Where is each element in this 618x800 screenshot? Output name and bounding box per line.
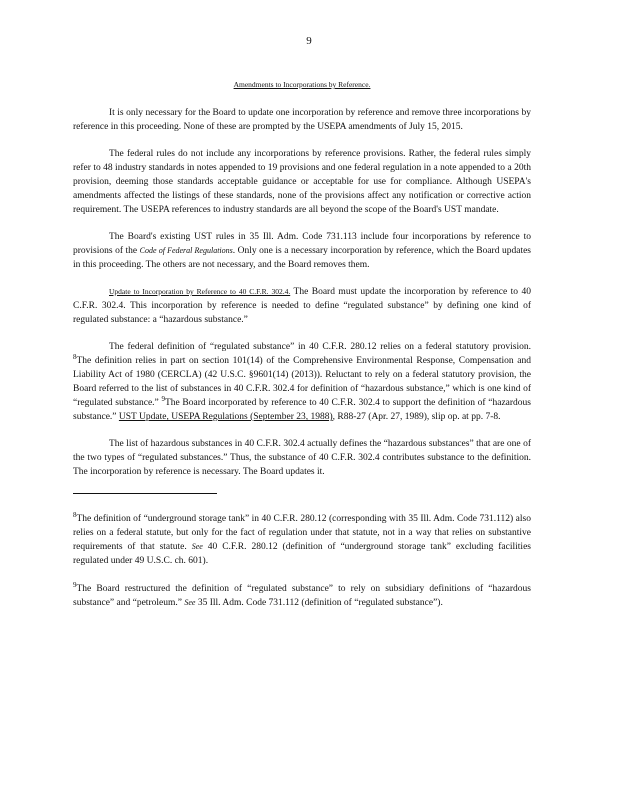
footnote-8-number: 8: [73, 510, 77, 519]
footnote-9-number: 9: [73, 580, 77, 589]
footnote-8-see: See: [191, 542, 203, 551]
cfr-title: Code of Federal Regulations: [139, 246, 233, 255]
paragraph-2: The federal rules do not include any incorporations by reference provisions. Rather, the federal rules simply refer to 48 industry standards in notes appended to 19 provisions and one federal regulation in a note appended to a 20th provision, deeming those standards acceptable guidance or acceptable for use for compliance. Although USEPA's amendments affected the listings of these standards, none of the provisions affect any notification or corrective action requirement. The USEPA references to industry standards are all beyond the scope of the Board's UST mandate.: [73, 149, 531, 215]
paragraph-4: [73, 285, 531, 327]
case-citation: UST Update, USEPA Regulations (September 23, 1988): [118, 412, 333, 422]
paragraph-5: [73, 340, 531, 424]
section-heading: Amendments to Incorporations by Reference.: [233, 80, 371, 89]
page-number: 9: [306, 35, 312, 47]
paragraph-4-text: The Board must update the incorporation by reference to 40 C.F.R. 302.4. This incorporation by reference is needed to define “regulated substance” by defining one kind of regulated substance: a “hazardous substance.”: [73, 287, 531, 325]
footnote-8: [73, 512, 531, 568]
footnote-9-see: See: [184, 598, 196, 607]
footnote-8-text-a: The definition of “underground storage tank” in 40 C.F.R. 280.12 (corresponding with 35 Ill. Adm. Code 731.112) also relies on a federal statute, but only for the fact of regulation under that statute, not in a way that relies on substantive requirements of that statute.: [73, 514, 531, 552]
footnote-ref-8[interactable]: 8: [73, 352, 77, 361]
paragraph-5-text-b: The definition relies in part on section 101(14) of the Comprehensive Environmental Response, Compensation and Liability Act of 1980 (CERCLA) (42 U.S.C. §9601(14) (2013)). Reluctant to rely on a federal statutory provision, the Board referred to the list of substances in 40 C.F.R. 302.4 for definition of “hazardous substance,” which is one kind of “regulated substance.”: [73, 356, 531, 408]
paragraph-5-text-d: , R88-27 (Apr. 27, 1989), slip op. at pp. 7-8.: [332, 412, 501, 422]
body-text: [73, 78, 531, 624]
paragraph-5-text-c: The Board incorporated by reference to 40 C.F.R. 302.4 to support the definition of “hazardous substance.”: [73, 398, 531, 422]
paragraph-5-text-a: The federal definition of “regulated substance” in 40 C.F.R. 280.12 relies on a federal statutory provision.: [109, 342, 531, 352]
footnote-8-text-b: 40 C.F.R. 280.12 (definition of “underground storage tank” excluding facilities regulated under 49 U.S.C. ch. 601).: [73, 542, 531, 566]
subsection-heading: Update to Incorporation by Reference to 40 C.F.R. 302.4.: [109, 287, 291, 296]
paragraph-3-text-a: The Board's existing UST rules in 35 Ill. Adm. Code 731.113 include four incorporations by reference to provisions of the: [73, 232, 531, 256]
footnote-9-text-b: 35 Ill. Adm. Code 731.112 (definition of “regulated substance”).: [195, 598, 443, 608]
footnote-9-text-a: The Board restructured the definition of “regulated substance” to rely on subsidiary definitions of “hazardous substance” and “petroleum.”: [73, 584, 531, 608]
paragraph-6: The list of hazardous substances in 40 C.F.R. 302.4 actually defines the “hazardous substances” that are one of the two types of “regulated substances.” Thus, the substance of 40 C.F.R. 302.4 contributes substance to the definition. The incorporation by reference is necessary. The Board updates it.: [73, 439, 531, 477]
footnote-ref-9[interactable]: 9: [161, 394, 165, 403]
paragraph-3-text-b: . Only one is a necessary incorporation by reference, which the Board updates in this proceeding. The others are not necessary, and the Board removes them.: [73, 246, 531, 270]
paragraph-3: [73, 230, 531, 272]
paragraph-1: It is only necessary for the Board to update one incorporation by reference and remove three incorporations by reference in this proceeding. None of these are prompted by the USEPA amendments of July 15, 2015.: [73, 108, 531, 132]
footnote-9: [73, 582, 531, 610]
footnote-divider: [73, 493, 217, 494]
